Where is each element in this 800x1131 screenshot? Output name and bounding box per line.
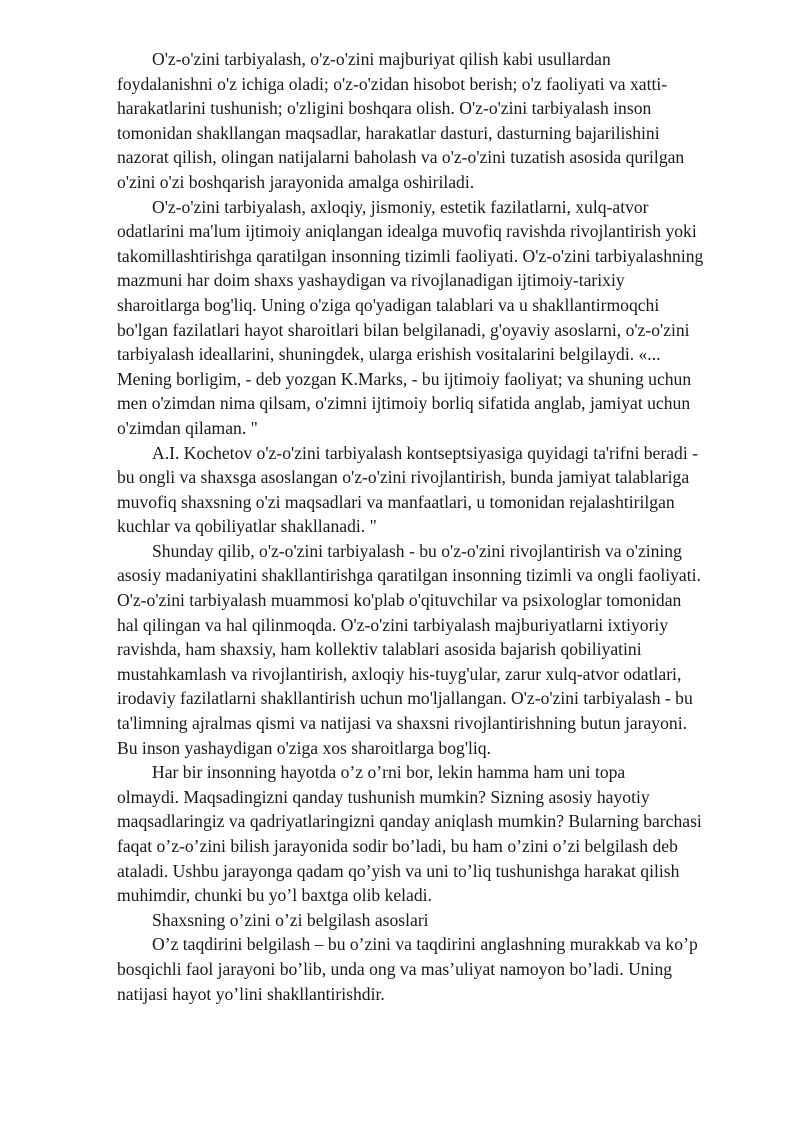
text-line: muhimdir, chunki bu yo’l baxtga olib keladi. bbox=[117, 885, 432, 906]
text-line: harakatlarini tushunish; o'zligini boshqara olish. O'z-o'zini tarbiyalash inson bbox=[117, 98, 652, 119]
text-line: bo'lgan fazilatlari hayot sharoitlari bilan belgilanadi, g'oyaviy asoslarni, o'z-o'zini bbox=[117, 319, 690, 340]
text-line: O’z taqdirini belgilash – bu o’zini va taqdirini anglashning murakkab va ko’p bbox=[152, 934, 698, 955]
text-line: faqat o’z-o’zini bilish jarayonida sodir bo’ladi, bu ham o’zini o’zi belgilash deb bbox=[117, 836, 678, 856]
section-heading-text: Shaxsning o’zini o’zi belgilash asoslari bbox=[152, 909, 429, 930]
text-line: mustahkamlash va rivojlantirish, axloqiy his-tuyg'ular, zarur xulq-atvor odatlari, bbox=[117, 663, 682, 684]
text-line: irodaviy fazilatlarni shakllantirish uchun mo'ljallangan. O'z-o'zini tarbiyalash - bu bbox=[117, 688, 693, 709]
text-line: asosiy madaniyatini shakllantirishga qaratilgan insonning tizimli va ongli faoliyati. bbox=[117, 565, 701, 586]
paragraph-self-education-methods bbox=[117, 47, 742, 195]
paragraph-kochetov-quote bbox=[117, 441, 742, 539]
text-line: O'z-o'zini tarbiyalash muammosi ko'plab o'qituvchilar va psixologlar tomonidan bbox=[117, 590, 682, 611]
text-line: ta'limning ajralmas qismi va natijasi va shaxsni rivojlantirishning butun jarayoni. bbox=[117, 713, 687, 734]
text-line: mazmuni har doim shaxs yashaydigan va rivojlanadigan ijtimoiy-tarixiy bbox=[117, 270, 625, 291]
text-line: foydalanishni o'z ichiga oladi; o'z-o'zidan hisobot berish; o'z faoliyati va xatti- bbox=[117, 73, 668, 94]
text-line: Mening borligim, - deb yozgan K.Marks, - bu ijtimoiy faoliyat; va shuning uchun bbox=[117, 368, 692, 389]
text-line: nazorat qilish, olingan natijalarni baholash va o'z-o'zini tuzatish asosida qurilgan bbox=[117, 147, 685, 168]
section-heading bbox=[117, 908, 742, 933]
text-line: ravishda, ham shaxsiy, ham kollektiv talablari asosida bajarish qobiliyatini bbox=[117, 639, 642, 660]
text-line: muvofiq shaxsning o'zi maqsadlari va manfaatlari, u tomonidan rejalashtirilgan bbox=[117, 491, 675, 512]
text-line: maqsadlaringiz va qadriyatlaringizni qanday aniqlash mumkin? Bularning barchasi bbox=[117, 811, 702, 832]
text-line: takomillashtirishga qaratilgan insonning tizimli faoliyati. O'z-o'zini tarbiyalashning bbox=[117, 245, 704, 266]
text-line: natijasi hayot yo’lini shakllantirishdir. bbox=[117, 983, 385, 1004]
text-line: kuchlar va qobiliyatlar shakllanadi. " bbox=[117, 516, 377, 537]
text-line: tomonidan shakllangan maqsadlar, harakatlar dasturi, dasturning bajarilishini bbox=[117, 122, 660, 143]
text-line: Bu inson yashaydigan o'ziga xos sharoitlarga bog'liq. bbox=[117, 737, 491, 758]
text-line: A.I. Kochetov o'z-o'zini tarbiyalash kontseptsiyasiga quyidagi ta'rifni beradi - bbox=[152, 442, 698, 463]
text-line: Shunday qilib, o'z-o'zini tarbiyalash - bu o'z-o'zini rivojlantirish va o'zining bbox=[152, 540, 682, 561]
text-line: men o'zimdan nima qilsam, o'zimni ijtimoiy borliq sifatida anglab, jamiyat uchun bbox=[117, 393, 691, 414]
text-line: O'z-o'zini tarbiyalash, axloqiy, jismoniy, estetik fazilatlarni, xulq-atvor bbox=[152, 196, 649, 217]
text-line: odatlarini ma'lum ijtimoiy aniqlangan idealga muvofiq ravishda rivojlantirish yoki bbox=[117, 221, 697, 242]
text-line: bosqichli faol jarayoni bo’lib, unda ong va mas’uliyat namoyon bo’ladi. Uning bbox=[117, 958, 673, 979]
text-line: Har bir insonning hayotda o’z o’rni bor, lekin hamma ham uni topa bbox=[152, 762, 626, 783]
document-page bbox=[117, 47, 742, 1006]
paragraph-life-purpose bbox=[117, 760, 742, 908]
paragraph-summary bbox=[117, 539, 742, 760]
text-line: olmaydi. Maqsadingizni qanday tushunish mumkin? Sizning asosiy hayotiy bbox=[117, 786, 650, 807]
text-line: tarbiyalash ideallarini, shuningdek, ularga erishish vositalarini belgilaydi. «... bbox=[117, 344, 661, 365]
text-line: hal qilingan va hal qilinmoqda. O'z-o'zini tarbiyalash majburiyatlarni ixtiyoriy bbox=[117, 614, 669, 635]
text-line: O'z-o'zini tarbiyalash, o'z-o'zini majburiyat qilish kabi usullardan bbox=[152, 49, 611, 69]
paragraph-self-education-definition bbox=[117, 195, 742, 441]
paragraph-self-determination bbox=[117, 932, 742, 1006]
text-line: o'zimdan qilaman. " bbox=[117, 417, 258, 438]
text-line: bu ongli va shaxsga asoslangan o'z-o'zini rivojlantirish, bunda jamiyat talablariga bbox=[117, 467, 690, 488]
text-line: ataladi. Ushbu jarayonga qadam qo’yish va uni to’liq tushunishga harakat qilish bbox=[117, 860, 680, 881]
text-line: o'zini o'zi boshqarish jarayonida amalga oshiriladi. bbox=[117, 171, 475, 192]
text-line: sharoitlarga bog'liq. Uning o'ziga qo'yadigan talablari va u shakllantirmoqchi bbox=[117, 294, 660, 315]
